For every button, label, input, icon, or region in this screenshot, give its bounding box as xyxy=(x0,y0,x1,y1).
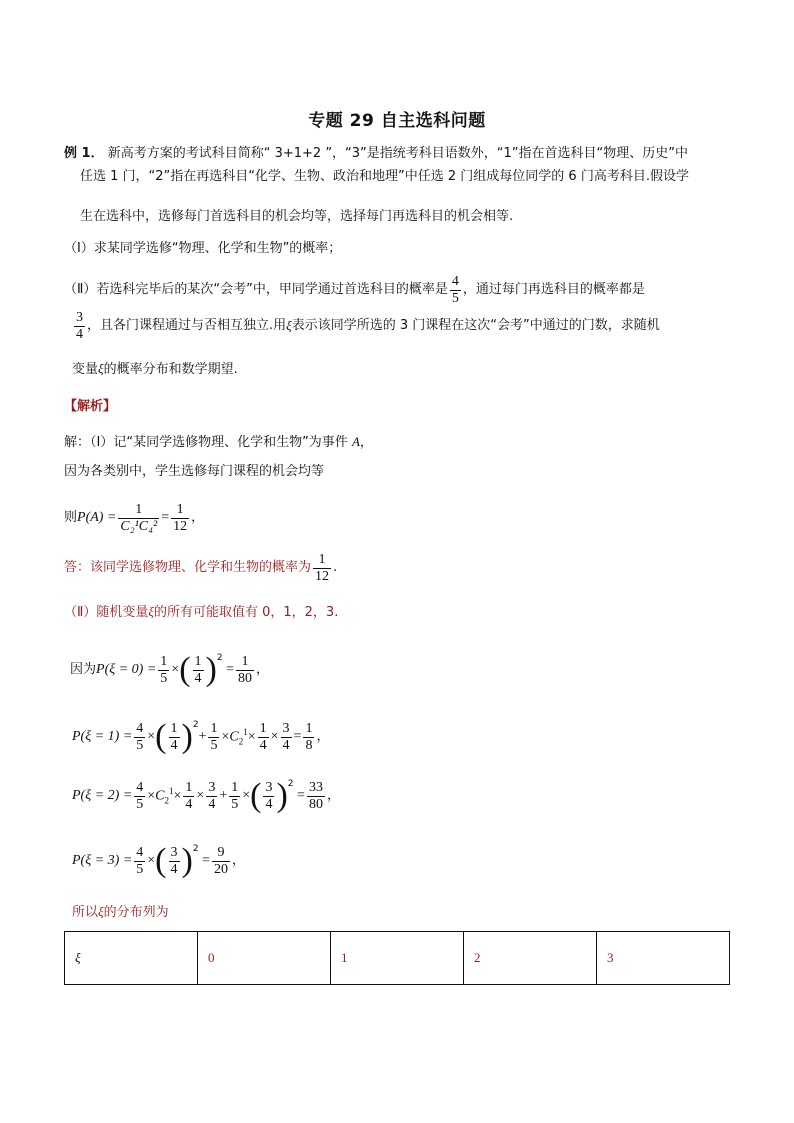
fraction: $\frac{1}{4}$ xyxy=(194,653,202,686)
question-2-line-2 xyxy=(72,306,660,346)
table-cell: 1 xyxy=(331,932,464,985)
solution-header: 【解析】 xyxy=(64,399,117,414)
q2-text-d: 表示该同学所选的 3 门课程在这次“会考”中通过的门数，求随机 xyxy=(291,318,660,333)
fraction-den: C₂¹C₄² xyxy=(120,518,158,534)
distribution-caption xyxy=(72,903,169,922)
question-1: （Ⅰ）求某同学选修“物理、化学和生物”的概率； xyxy=(64,241,342,256)
q2-text-f: 的概率分布和数学期望. xyxy=(103,362,238,377)
fraction-num: 1 xyxy=(176,501,184,517)
p0-prefix: 因为 xyxy=(70,662,97,677)
fraction-num: 1 xyxy=(135,501,143,517)
p2-lhs: P(ξ = 2) = xyxy=(72,788,133,803)
table-header-cell: ξ xyxy=(65,932,198,985)
fraction-den: 80 xyxy=(237,670,252,686)
example-line-2: 任选 1 门，“2”指在再选科目“化学、生物、政治和地理”中任选 2 门组成每位同学的 6 门高考科目.假设学 xyxy=(80,169,689,184)
dist-text-b: 的分布列为 xyxy=(103,905,169,920)
table-cell: 2 xyxy=(464,932,597,985)
solution-line-2: 因为各类别中，学生选修每门课程的机会均等 xyxy=(64,464,325,479)
fraction-den: 12 xyxy=(173,518,188,534)
q2-text-a: （Ⅱ）若选科完毕后的某次“会考”中，甲同学通过首选科目的概率是 xyxy=(64,282,448,297)
fraction-num: 1 xyxy=(305,720,313,736)
q2-text-c: ，且各门课程通过与否相互独立.用 xyxy=(87,318,287,333)
p3-result xyxy=(212,845,230,878)
fraction-1-12 xyxy=(171,502,189,535)
event-a: A xyxy=(351,434,360,449)
s4-end: . xyxy=(333,560,338,575)
question-2-line-3 xyxy=(72,360,238,379)
xi-symbol: ξ xyxy=(98,904,104,919)
formula-p3: P(ξ = 3) = $\frac{4}{5}$ × ( $\frac{3}{4}$ ) $^2$ = $\frac{9}{20}$ ， xyxy=(72,842,245,879)
solution-line-1 xyxy=(64,433,373,452)
example-line-3: 生在选科中，选修每门首选科目的机会均等，选择每门再选科目的机会相等. xyxy=(80,209,514,224)
fraction-num: 1 xyxy=(241,653,249,669)
fraction-den: 8 xyxy=(305,737,313,753)
fraction-num: 9 xyxy=(217,844,225,860)
fraction-den: 20 xyxy=(213,861,228,877)
dist-text-a: 所以 xyxy=(72,905,99,920)
table-cell: 3 xyxy=(597,932,730,985)
pa-lhs: P(A) = xyxy=(77,510,117,525)
formula-p0: 因为 P(ξ = 0) = $\frac{1}{5}$ × ( $\frac{1}{4}$ ) $^2$ = $\frac{1}{80}$ ， xyxy=(70,651,269,688)
example-line-1 xyxy=(64,145,688,163)
s4-text: 答：该同学选修物理、化学和生物的概率为 xyxy=(64,560,312,575)
xi-symbol: ξ xyxy=(286,318,292,333)
solution-formula-pa xyxy=(64,496,204,540)
fraction-num: 3 xyxy=(76,309,83,325)
xi-symbol: ξ xyxy=(98,361,104,376)
p3-lhs: P(ξ = 3) = xyxy=(72,853,133,868)
s3-end: ， xyxy=(191,510,205,525)
equals-sign: = xyxy=(161,510,170,525)
s5-text-a: （Ⅱ）随机变量 xyxy=(64,605,149,620)
p2-result xyxy=(307,780,325,813)
formula-p2: P(ξ = 2) = $\frac{4}{5}$ $\times C_2^1\times$ $\frac{1}{4}$ × $\frac{3}{4}$ + $\frac{1}{5}$ × ( $\frac{3}{4}$ ) $^2$ = $\frac{33}{80}$ ， xyxy=(72,777,340,814)
p1-result xyxy=(303,721,314,754)
q2-text-b: ，通过每门再选科目的概率都是 xyxy=(462,282,645,297)
fraction-3-4 xyxy=(74,310,85,343)
table-cell: 0 xyxy=(198,932,331,985)
fraction-1-12 xyxy=(313,552,331,585)
fraction: $\frac{1}{5}$ xyxy=(160,653,168,686)
example-text-1: 新高考方案的考试科目简称“ 3+1+2 ”，“3”是指统考科目语数外，“1”指在首选科目“物理、历史”中 xyxy=(107,146,689,161)
distribution-table xyxy=(64,931,730,985)
p0-result xyxy=(236,654,254,687)
page-title: 专题 29 自主选科问题 xyxy=(308,111,486,131)
s1-text-a: 解：（Ⅰ）记“某同学选修物理、化学和生物”为事件 xyxy=(64,435,348,450)
fraction-den: 4 xyxy=(76,326,83,342)
s1-text-c: ， xyxy=(359,435,373,450)
solution-answer-1 xyxy=(64,550,337,586)
formula-p1: P(ξ = 1) = $\frac{4}{5}$ × ( $\frac{1}{4}$ ) $^2$ + $\frac{1}{5}$ $\times C_2^1\times$ $\frac{1}{4}$ × $\frac{3}{4}$ = $\frac{1}{8}$ ， xyxy=(72,718,330,755)
table-row xyxy=(65,932,730,985)
fraction-den: 12 xyxy=(315,568,330,584)
p1-lhs: P(ξ = 1) = xyxy=(72,729,133,744)
fraction-num: 33 xyxy=(308,779,323,795)
fraction-num: 4 xyxy=(451,273,459,289)
s5-text-b: 的所有可能取值有 0，1，2，3. xyxy=(153,605,339,620)
fraction-4-5 xyxy=(450,274,461,307)
solution-part-2 xyxy=(64,603,338,622)
example-label: 例 1． xyxy=(64,146,104,161)
fraction-den: 80 xyxy=(308,796,323,812)
fraction-1-c xyxy=(118,502,159,535)
p0-lhs: P(ξ = 0) = xyxy=(96,662,157,677)
q2-text-e: 变量 xyxy=(72,362,99,377)
fraction-num: 1 xyxy=(318,551,326,567)
xi-symbol: ξ xyxy=(148,604,154,619)
s3-prefix: 则 xyxy=(64,510,78,525)
question-2-line-1 xyxy=(64,272,645,308)
fraction-den: 5 xyxy=(451,290,459,306)
